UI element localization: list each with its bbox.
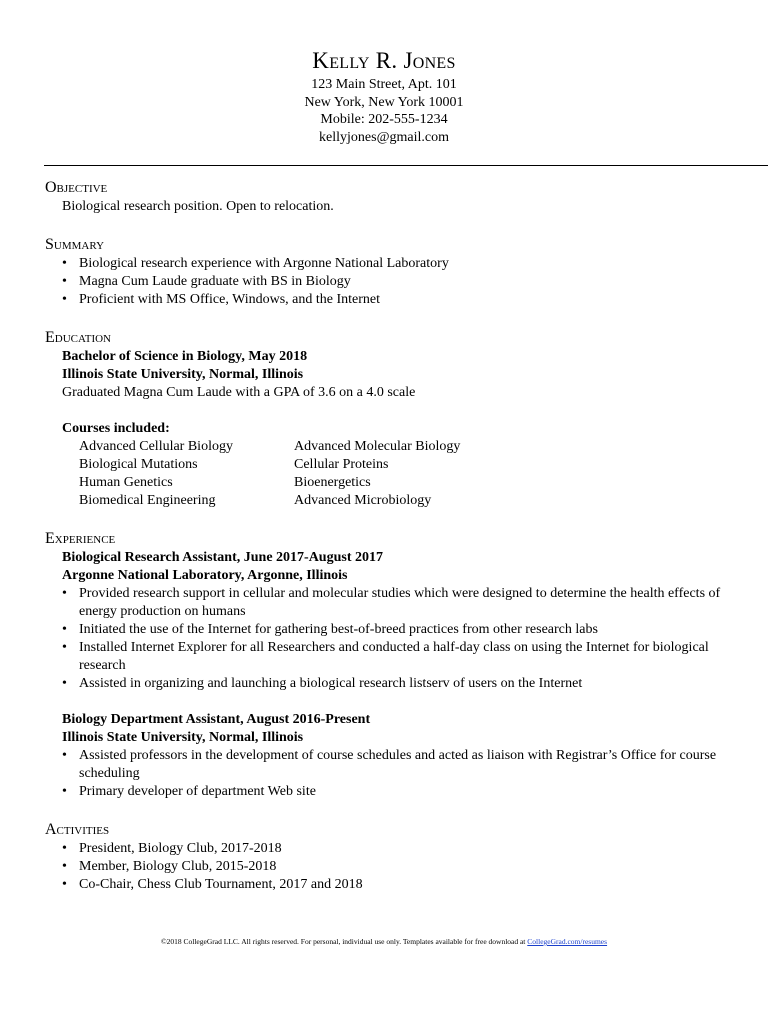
activity-item: • President, Biology Club, 2017-2018 [62, 840, 735, 858]
summary-item: • Magna Cum Laude graduate with BS in Biology [62, 273, 735, 291]
activity-item: • Member, Biology Club, 2015-2018 [62, 858, 735, 876]
summary-section [45, 235, 735, 309]
footer-link[interactable]: CollegeGrad.com/resumes [527, 937, 608, 946]
course-item: Biomedical Engineering [79, 493, 216, 508]
degree: Bachelor of Science in Biology, May 2018 [62, 349, 308, 364]
activities-heading: Activities [45, 821, 110, 838]
job-duty: • Initiated the use of the Internet for gathering best-of-breed practices from other research labs [62, 621, 735, 639]
course-item: Human Genetics [79, 475, 173, 490]
activities-section [45, 820, 735, 894]
courses-grid [45, 438, 735, 510]
gpa-text: Graduated Magna Cum Laude with a GPA of 3.6 on a 4.0 scale [62, 385, 416, 400]
summary-list [45, 255, 735, 309]
summary-item: • Proficient with MS Office, Windows, and the Internet [62, 291, 735, 309]
education-heading: Education [45, 329, 111, 346]
job-duty: • Installed Internet Explorer for all Researchers and conducted a half-day class on using the Internet for biological research [62, 639, 735, 675]
courses-label: Courses included: [62, 421, 170, 436]
experience-section [45, 529, 735, 801]
objective-text: Biological research position. Open to relocation. [62, 199, 334, 214]
email-address: kellyjones@gmail.com [319, 129, 449, 145]
experience-heading: Experience [45, 530, 116, 547]
job-entry [45, 711, 735, 801]
job-duties-list [45, 747, 735, 801]
job-organization: Illinois State University, Normal, Illinois [62, 730, 304, 745]
job-duty: • Assisted professors in the development of course schedules and acted as liaison with Registrar’s Office for course scheduling [62, 747, 735, 783]
course-item: Advanced Cellular Biology [79, 439, 233, 454]
copyright-footer [0, 937, 768, 947]
job-duties-list [45, 585, 735, 693]
job-duty: • Primary developer of department Web site [62, 783, 735, 801]
address-line-2: New York, New York 10001 [304, 94, 464, 110]
job-role: Biology Department Assistant, August 2016-Present [62, 712, 371, 727]
course-item: Biological Mutations [79, 457, 198, 472]
school: Illinois State University, Normal, Illinois [62, 367, 304, 382]
job-organization: Argonne National Laboratory, Argonne, Illinois [62, 568, 348, 583]
job-duty: • Provided research support in cellular and molecular studies which were designed to determine the health effects of energy production on humans [62, 585, 735, 621]
course-item: Advanced Microbiology [294, 493, 432, 508]
mobile-phone: Mobile: 202-555-1234 [320, 112, 448, 127]
education-section [45, 328, 735, 510]
activity-item: • Co-Chair, Chess Club Tournament, 2017 and 2018 [62, 876, 735, 894]
course-item: Bioenergetics [294, 475, 371, 490]
job-duty: • Assisted in organizing and launching a biological research listserv of users on the Internet [62, 675, 735, 693]
resume-header [0, 46, 768, 146]
job-role: Biological Research Assistant, June 2017-August 2017 [62, 550, 383, 565]
course-item: Cellular Proteins [294, 457, 389, 472]
objective-heading: Objective [45, 179, 108, 196]
objective-section [45, 178, 735, 216]
header-divider [44, 165, 768, 166]
course-item: Advanced Molecular Biology [294, 439, 461, 454]
footer-text: ©2018 CollegeGrad LLC. All rights reserved. For personal, individual use only. Templates available for free download at [160, 937, 528, 946]
resume-body [45, 178, 735, 894]
job-entry [45, 549, 735, 693]
activities-list [45, 840, 735, 894]
summary-heading: Summary [45, 236, 105, 253]
candidate-name: Kelly R. Jones [312, 48, 456, 73]
summary-item: • Biological research experience with Argonne National Laboratory [62, 255, 735, 273]
address-line-1: 123 Main Street, Apt. 101 [311, 77, 457, 92]
